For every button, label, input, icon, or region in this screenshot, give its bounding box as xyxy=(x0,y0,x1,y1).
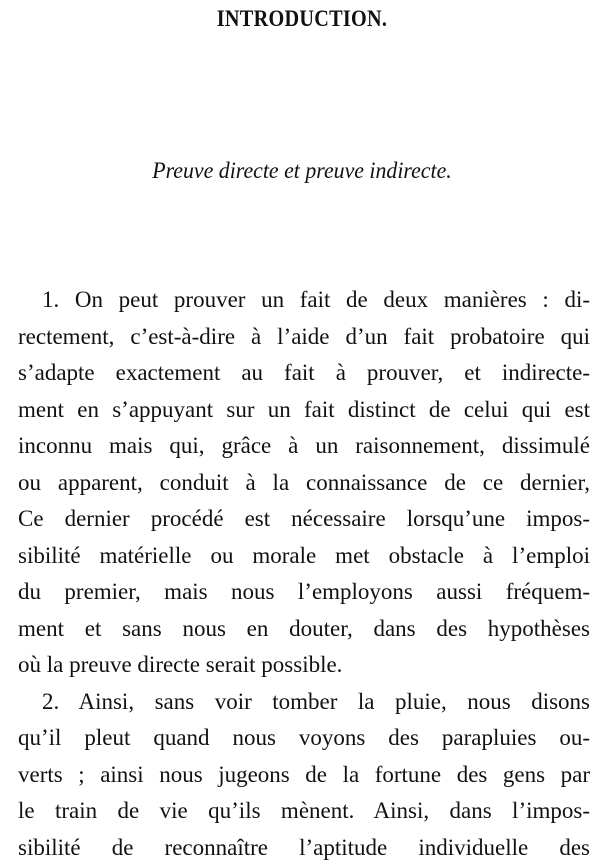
paragraph-1-line: inconnu mais qui, grâce à un raisonnement, dissimulé xyxy=(18,428,590,465)
paragraph-1-line: ment en s’appuyant sur un fait distinct de celui qui est xyxy=(18,392,590,429)
paragraph-1-line: Ce dernier procédé est nécessaire lorsqu’une impos- xyxy=(18,501,590,538)
paragraph-2-line: 2. Ainsi, sans voir tomber la pluie, nous disons xyxy=(18,684,590,721)
paragraph-1-line: rectement, c’est-à-dire à l’aide d’un fait probatoire qui xyxy=(18,319,590,356)
paragraph-1-line: ment et sans nous en douter, dans des hypothèses xyxy=(18,611,590,648)
paragraph-2-line: verts ; ainsi nous jugeons de la fortune des gens par xyxy=(18,757,590,794)
body-text xyxy=(18,282,590,866)
paragraph-1-line: où la preuve directe serait possible. xyxy=(18,647,590,684)
paragraph-1-line: ou apparent, conduit à la connaissance de ce dernier, xyxy=(18,465,590,502)
page-title: INTRODUCTION. xyxy=(36,6,568,32)
paragraph-1-line: sibilité matérielle ou morale met obstacle à l’emploi xyxy=(18,538,590,575)
section-heading: Preuve directe et preuve indirecte. xyxy=(15,158,589,184)
paragraph-1-line: du premier, mais nous l’employons aussi fréquem- xyxy=(18,574,590,611)
paragraph-2-line: qu’il pleut quand nous voyons des parapluies ou- xyxy=(18,720,590,757)
paragraph-1-line: s’adapte exactement au fait à prouver, et indirecte- xyxy=(18,355,590,392)
paragraph-2-line: sibilité de reconnaître l’aptitude individuelle des xyxy=(18,830,590,866)
paragraph-2-line: le train de vie qu’ils mènent. Ainsi, dans l’impos- xyxy=(18,793,590,830)
paragraph-1-line: 1. On peut prouver un fait de deux manières : di- xyxy=(18,282,590,319)
